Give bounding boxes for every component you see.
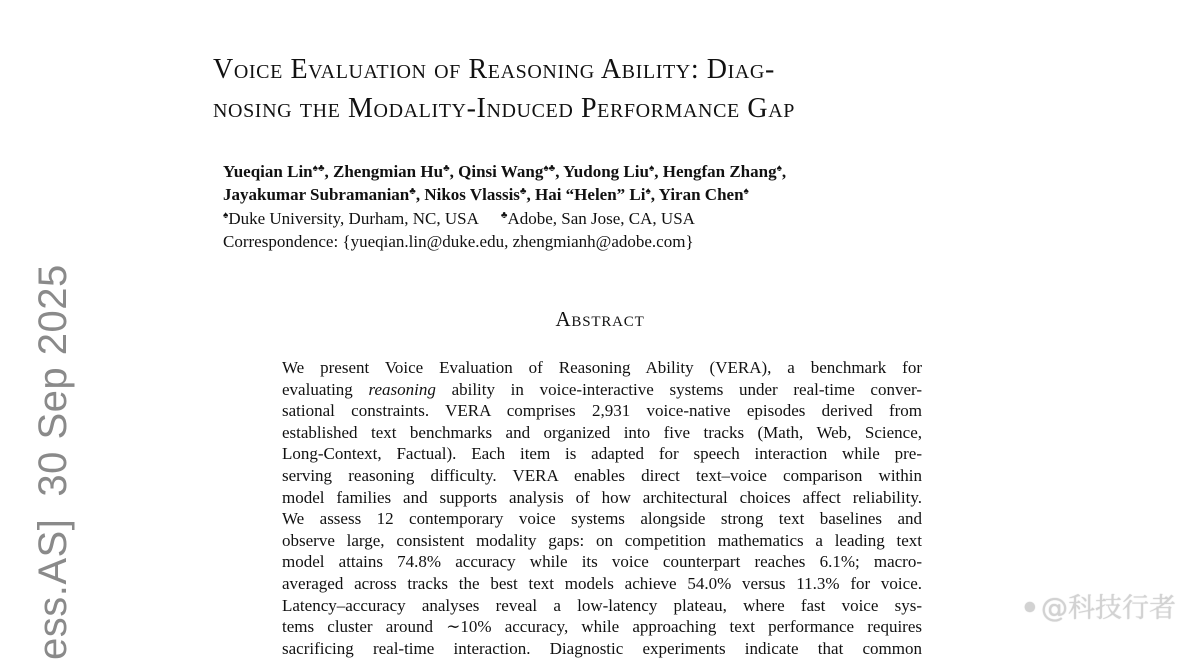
author-name: Zhengmian Hu [333,162,444,181]
author-list [223,160,983,206]
author-affiliation-mark: ♠ [645,186,651,197]
author-affiliation-mark: ♠ [776,163,782,174]
author-name: Yudong Liu [563,162,649,181]
author-affiliation-mark: ♣ [409,186,416,197]
title-line-1: Voice Evaluation of Reasoning Ability: Diag- [213,54,775,85]
author-name: Yiran Chen [658,185,744,204]
affiliations [223,207,983,230]
affiliation-adobe: Adobe, San Jose, CA, USA [507,209,695,228]
author-line-2: Jayakumar Subramanian♣, Nikos Vlassis♣, Hai “Helen” Li♠, Yiran Chen♠ [223,185,749,204]
author-affiliation-mark: ♠♣ [543,163,556,174]
author-affiliation-mark: ♣ [443,163,450,174]
arxiv-category: ess.AS] [31,518,75,660]
abstract-line: serving reasoning difficulty. VERA enables direct text–voice comparison within [282,465,922,485]
abstract-heading: Abstract [555,307,645,331]
title-line-2: nosing the Modality-Induced Performance Gap [213,93,796,124]
abstract-line: sacrificing real-time interaction. Diagnostic experiments indicate that common [282,638,922,658]
abstract-line: Latency–accuracy analyses reveal a low-latency plateau, where fast voice sys- [282,595,922,615]
abstract-line: observe large, consistent modality gaps: on competition mathematics a leading text [282,530,922,550]
paper-title [213,50,1033,128]
author-affiliation-mark: ♠ [648,163,655,174]
author-line-1: Yueqian Lin♠♣, Zhengmian Hu♣, Qinsi Wang♠♣, Yudong Liu♠, Hengfan Zhang♠, [223,162,787,181]
weibo-icon: ⚫ [1020,596,1039,621]
affiliation-mark: ♠ [223,210,229,221]
abstract-line: tems cluster around ∼10% accuracy, while approaching text performance requires [282,617,922,637]
abstract-line: evaluating reasoning ability in voice-interactive systems under real-time conver- [282,379,923,399]
abstract-line: model attains 74.8% accuracy while its voice counterpart reaches 6.1%; macro- [282,552,922,572]
abstract-line: Long-Context, Factual). Each item is adapted for speech interaction while pre- [282,444,922,464]
author-affiliation-mark: ♠♣ [312,163,325,174]
author-name: Hengfan Zhang [662,162,777,181]
author-name: Qinsi Wang [458,162,544,181]
author-name: Jayakumar Subramanian [223,185,410,204]
arxiv-side-stamp [31,264,76,660]
abstract-line: model families and supports analysis of how architectural choices affect reliability. [282,487,922,507]
abstract-line: We present Voice Evaluation of Reasoning Ability (VERA), a benchmark for [282,358,922,377]
author-affiliation-mark: ♣ [519,186,527,197]
affiliation-mark: ♣ [500,210,508,221]
author-name: Yueqian Lin [223,162,313,181]
abstract-text [282,357,922,659]
abstract-line: established text benchmarks and organized into five tracks (Math, Web, Science, [282,422,922,442]
arxiv-date: 30 Sep 2025 [31,264,75,497]
author-name: Nikos Vlassis [424,185,520,204]
author-name: Hai “Helen” Li [534,185,646,204]
abstract-line: sational constraints. VERA comprises 2,931 voice-native episodes derived from [282,401,922,421]
watermark-text: @科技行者 [1041,593,1176,624]
abstract-line: averaged across tracks the best text models achieve 54.0% versus 11.3% for voice. [282,573,922,593]
abstract-line: We assess 12 contemporary voice systems alongside strong text baselines and [282,509,922,529]
affiliation-duke: Duke University, Durham, NC, USA [228,209,479,228]
correspondence: Correspondence: {yueqian.lin@duke.edu, zhengmianh@adobe.com} [223,232,694,251]
emphasis-reasoning: reasoning [368,379,436,399]
watermark [1021,586,1176,625]
author-affiliation-mark: ♠ [743,186,749,197]
